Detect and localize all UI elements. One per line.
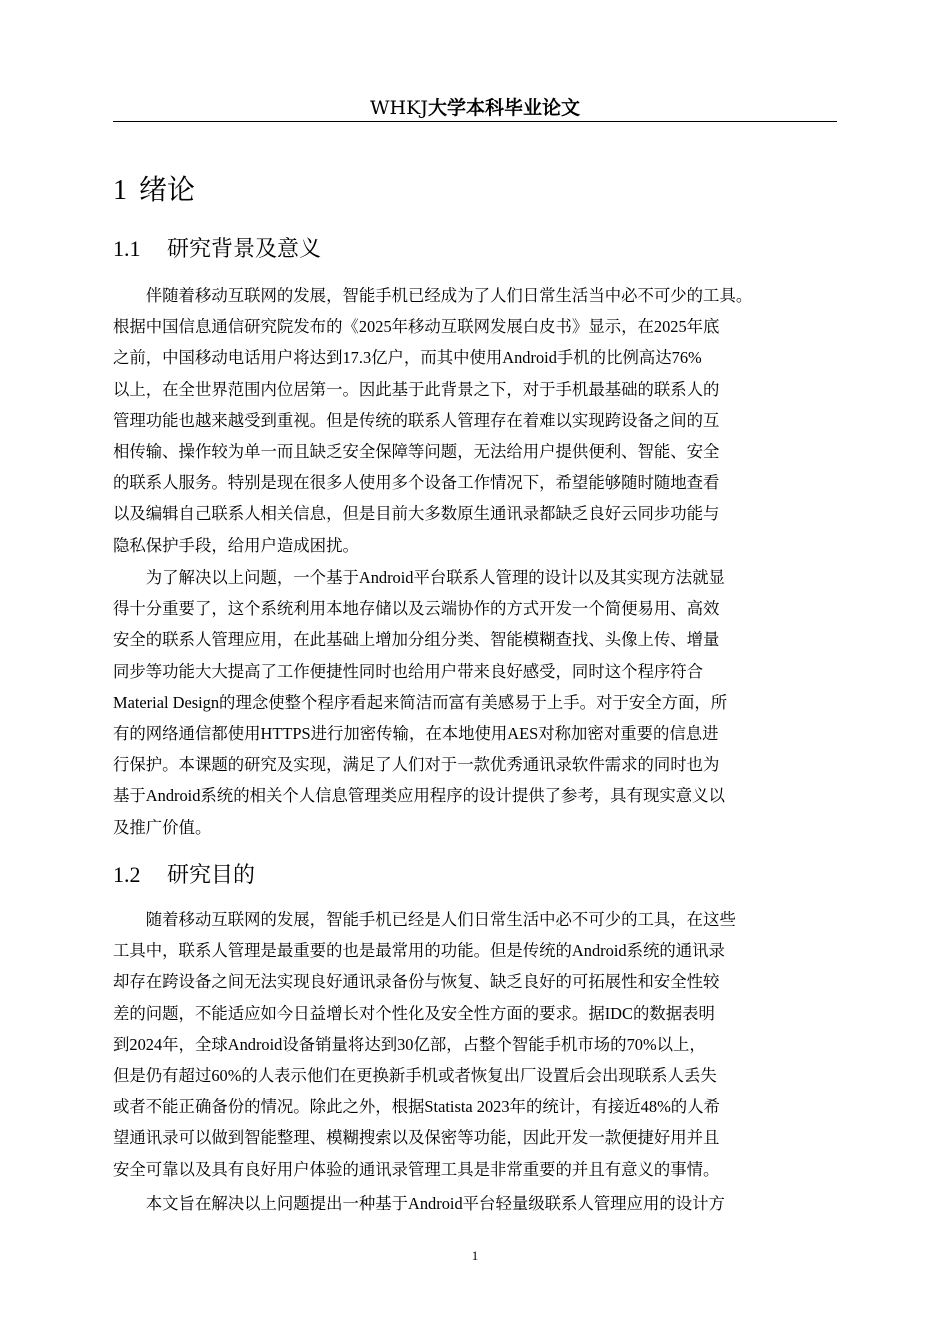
header-rule [113, 121, 837, 122]
header-title: 大学本科毕业论文 [427, 97, 580, 119]
chapter-heading [113, 172, 195, 209]
text-line: 但是仍有超过60%的人表示他们在更换新手机或者恢复出厂设置后会出现联系人丢失 [113, 1065, 717, 1085]
text-line: 本文旨在解决以上问题提出一种基于Android平台轻量级联系人管理应用的设计方 [113, 1194, 725, 1213]
text-line: 基于Android系统的相关个人信息管理类应用程序的设计提供了参考，具有现实意义以 [113, 786, 725, 806]
text-line: 行保护。本课题的研究及实现，满足了人们对于一款优秀通讯录软件需求的同时也为 [113, 755, 720, 775]
text-line: 得十分重要了，这个系统利用本地存储以及云端协作的方式开发一个简便易用、高效 [113, 599, 720, 619]
text-line: 以及编辑自己联系人相关信息，但是目前大多数原生通讯录都缺乏良好云同步功能与 [113, 504, 720, 524]
section-title: 研究背景及意义 [167, 237, 322, 262]
page-header [113, 94, 837, 120]
paragraph-purpose-2 [113, 1188, 837, 1219]
text-line: 为了解决以上问题，一个基于Android平台联系人管理的设计以及其实现方法就显 [113, 568, 725, 587]
paragraph-background-2 [113, 562, 837, 843]
text-line: 之前，中国移动电话用户将达到17.3亿户，而其中使用Android手机的比例高达76% [113, 348, 702, 368]
paragraph-purpose-1 [113, 904, 837, 1185]
text-line: 伴随着移动互联网的发展，智能手机已经成为了人们日常生活当中必不可少的工具。 [113, 286, 753, 305]
text-line: 管理功能也越来越受到重视。但是传统的联系人管理存在着难以实现跨设备之间的互 [113, 410, 720, 430]
text-line: 却存在跨设备之间无法实现良好通讯录备份与恢复、缺乏良好的可拓展性和安全性较 [113, 972, 720, 992]
paragraph-background-1 [113, 280, 837, 561]
section-title: 研究目的 [167, 863, 256, 888]
text-line: 相传输、操作较为单一而且缺乏安全保障等问题，无法给用户提供便利、智能、安全 [113, 441, 720, 461]
page-number: 1 [471, 1248, 479, 1263]
text-line: 的联系人服务。特别是现在很多人使用多个设备工作情况下，希望能够随时随地查看 [113, 473, 720, 493]
section-heading-1-2 [113, 860, 255, 891]
text-line: 有的网络通信都使用HTTPS进行加密传输，在本地使用AES对称加密对重要的信息进 [113, 723, 719, 743]
text-line: 安全可靠以及具有良好用户体验的通讯录管理工具是非常重要的并且有意义的事情。 [113, 1159, 720, 1179]
text-line: 随着移动互联网的发展，智能手机已经是人们日常生活中必不可少的工具，在这些 [113, 910, 736, 929]
text-line: 同步等功能大大提高了工作便捷性同时也给用户带来良好感受，同时这个程序符合 [113, 661, 704, 681]
text-line: 根据中国信息通信研究院发布的《2025年移动互联网发展白皮书》显示，在2025年底 [113, 317, 720, 337]
section-heading-1-1 [113, 234, 321, 265]
chapter-title: 绪论 [139, 173, 196, 206]
text-line: 到2024年，全球Android设备销量将达到30亿部，占整个智能手机市场的70%以上， [113, 1034, 706, 1054]
chapter-number: 1 [113, 175, 127, 206]
header-school-code: WHKJ [370, 97, 428, 119]
text-line: Material Design的理念使整个程序看起来简洁而富有美感易于上手。对于安全方面，所 [113, 692, 728, 712]
text-line: 隐私保护手段，给用户造成困扰。 [113, 535, 359, 555]
section-number: 1.2 [113, 862, 141, 887]
section-number: 1.1 [113, 236, 141, 261]
text-line: 及推广价值。 [113, 817, 212, 837]
text-line: 安全的联系人管理应用，在此基础上增加分组分类、智能模糊查找、头像上传、增量 [113, 630, 720, 650]
text-line: 以上，在全世界范围内位居第一。因此基于此背景之下，对于手机最基础的联系人的 [113, 379, 720, 399]
text-line: 望通讯录可以做到智能整理、模糊搜索以及保密等功能，因此开发一款便捷好用并且 [113, 1128, 720, 1148]
text-line: 工具中，联系人管理是最重要的也是最常用的功能。但是传统的Android系统的通讯录 [113, 941, 725, 961]
text-line: 差的问题，不能适应如今日益增长对个性化及安全性方面的要求。据IDC的数据表明 [113, 1003, 715, 1023]
text-line: 或者不能正确备份的情况。除此之外，根据Statista 2023年的统计，有接近48%的人希 [113, 1097, 720, 1117]
